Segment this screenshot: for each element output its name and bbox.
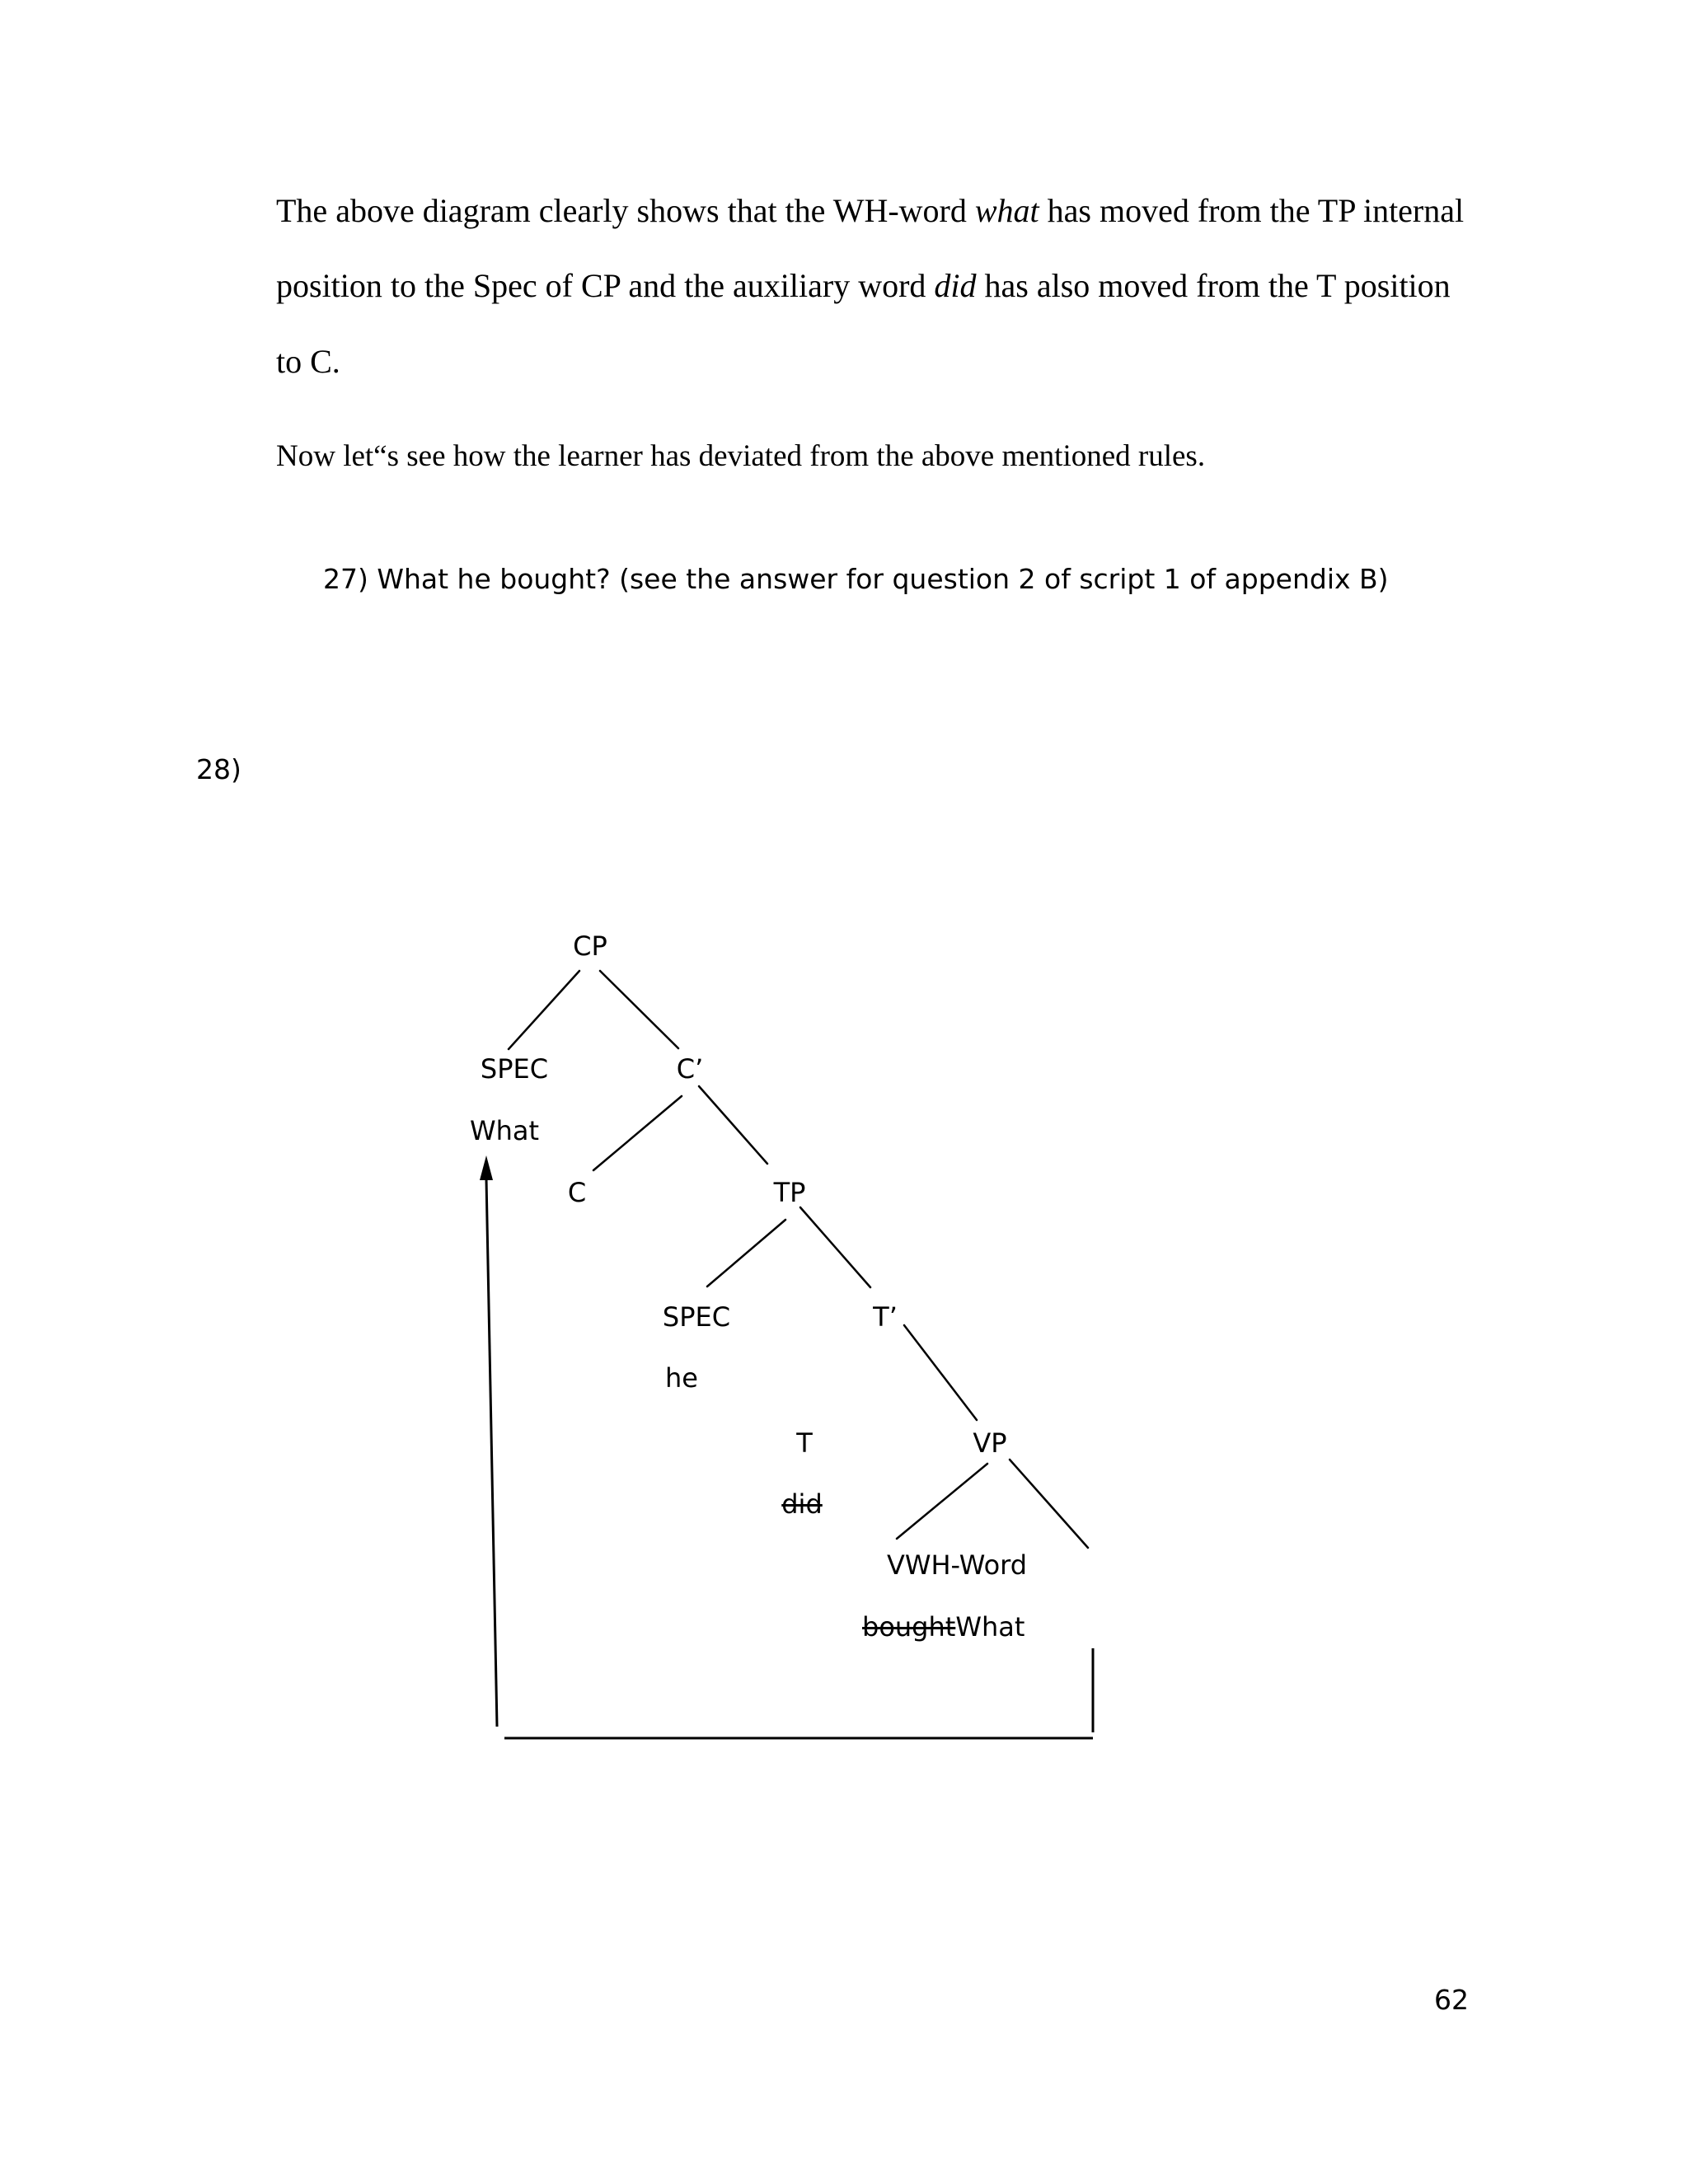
movement-arrow-left-vertical xyxy=(486,1179,497,1727)
edge-cp-spec xyxy=(509,971,579,1049)
node-spec-cp-word: What xyxy=(469,1115,540,1146)
node-wh-word: What xyxy=(955,1611,1025,1643)
node-t-word-struck: did xyxy=(781,1488,823,1520)
line2-text-post: has also moved from the T position xyxy=(976,267,1451,304)
node-v-wh: VWH-Word xyxy=(886,1549,1028,1581)
example-28-label: 28) xyxy=(196,753,241,785)
node-vp: VP xyxy=(973,1427,1007,1459)
node-cp: CP xyxy=(573,930,607,962)
line1-emphasis: what xyxy=(974,192,1039,229)
line1-text-post: has moved from the TP internal xyxy=(1039,192,1465,229)
node-t-bar: T’ xyxy=(873,1301,898,1333)
page-number: 62 xyxy=(1434,1984,1469,2016)
node-spec-tp: SPEC xyxy=(662,1301,731,1333)
node-c-bar: C’ xyxy=(676,1053,704,1085)
node-v-word-group xyxy=(862,1611,1025,1643)
edge-tp-spec xyxy=(707,1220,785,1286)
paragraph-line-3: to C. xyxy=(276,343,340,380)
line1-text-pre: The above diagram clearly shows that the WH-word xyxy=(276,192,975,229)
edge-vp-right xyxy=(1010,1460,1088,1548)
edge-tbar-vp xyxy=(904,1325,977,1420)
node-t: T xyxy=(796,1427,813,1459)
edge-cbar-tp xyxy=(699,1086,767,1164)
node-c: C xyxy=(567,1177,587,1208)
node-tp: TP xyxy=(773,1177,806,1208)
line2-text-pre: position to the Spec of CP and the auxiliary word xyxy=(276,267,935,304)
edge-vp-left xyxy=(897,1464,987,1539)
node-spec-cp: SPEC xyxy=(480,1053,549,1085)
paragraph-line-4: Now let“s see how the learner has deviated from the above mentioned rules. xyxy=(276,439,1206,473)
node-v-word-struck: bought xyxy=(862,1611,956,1643)
edge-cp-cbar xyxy=(600,971,678,1048)
movement-arrowhead xyxy=(480,1155,493,1180)
example-27: 27) What he bought? (see the answer for question 2 of script 1 of appendix B) xyxy=(323,563,1389,595)
node-spec-tp-word: he xyxy=(665,1362,698,1394)
line2-emphasis: did xyxy=(934,267,977,304)
edge-cbar-c xyxy=(593,1096,682,1170)
edge-tp-tbar xyxy=(800,1207,870,1287)
